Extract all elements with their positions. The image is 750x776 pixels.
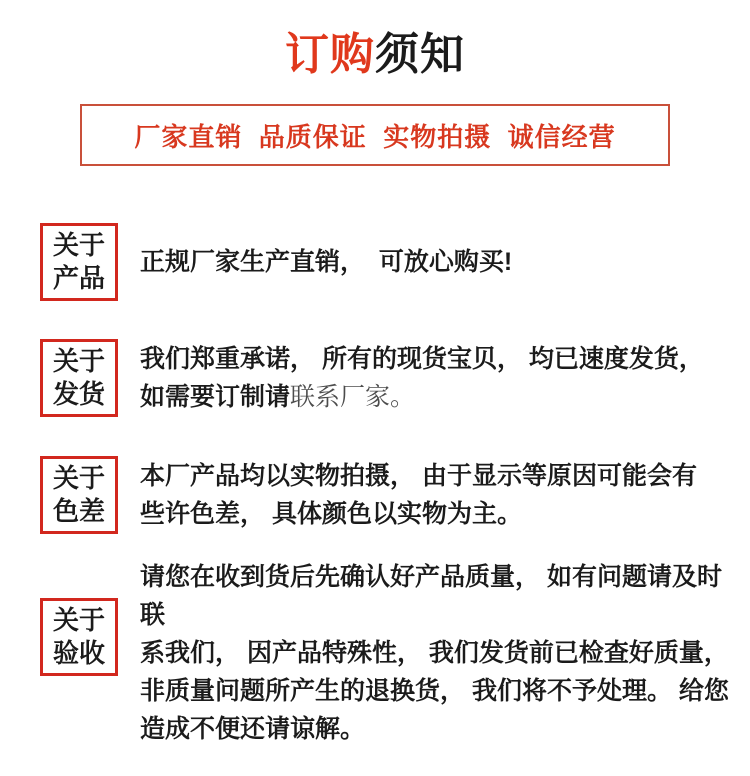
body-line: 非质量问题所产生的退换货， 我们将不予处理。 给您 [140,677,729,705]
title-rest: 须知 [375,30,465,79]
section-about-acceptance [40,558,730,748]
body-line: 本厂产品均以实物拍摄， 由于显示等原因可能会有 [140,462,697,490]
section-about-color-difference [40,456,730,534]
label-line-1: 关于 [52,230,105,260]
label-box-acceptance [40,598,118,676]
body-line [140,378,704,417]
body-line: 请您在收到货后先确认好产品质量， 如有问题请及时联 [140,563,722,629]
label-line-2: 产品 [52,263,105,293]
label-box-shipping [40,339,118,417]
label-line-2: 验收 [52,638,105,668]
body-line: 正规厂家生产直销， 可放心购买! [140,248,513,276]
body-line: 些许色差， 具体颜色以实物为主。 [140,500,522,528]
section-body-acceptance [140,558,730,748]
label-box-product [40,223,118,301]
label-line-1: 关于 [52,463,105,493]
title-highlight: 订购 [285,30,375,79]
section-body-shipping [140,340,704,417]
label-box-color-difference [40,456,118,534]
label-line-2: 色差 [52,496,105,526]
contact-manufacturer-text: 联系厂家。 [290,383,416,411]
shipping-line2-prefix: 如需要订制请 [140,382,291,411]
slogan-text: 厂家直销 品质保证 实物拍摄 诚信经营 [134,121,616,152]
purchase-notice-page [0,26,750,776]
body-line: 我们郑重承诺， 所有的现货宝贝， 均已速度发货， [140,344,704,373]
body-line: 系我们， 因产品特殊性， 我们发货前已检查好质量， [140,639,729,667]
section-body-color-difference [140,457,697,533]
section-about-product [40,223,730,301]
section-about-shipping [40,339,730,417]
page-title [0,26,750,84]
label-line-1: 关于 [52,605,105,635]
section-body-product [140,243,512,281]
slogan-box [80,104,670,166]
body-line: 造成不便还请谅解。 [140,715,366,743]
label-line-1: 关于 [52,346,105,376]
label-line-2: 发货 [52,379,105,409]
